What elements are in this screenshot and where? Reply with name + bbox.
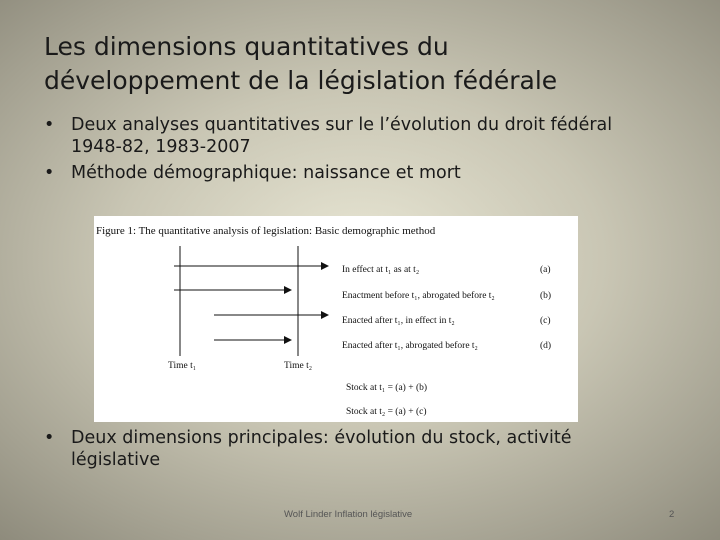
bullet-item [44,427,694,471]
row-code-d: (d) [540,341,552,351]
bullet-symbol: • [44,428,55,448]
bullet-symbol: • [44,163,55,183]
bullet-text-line-1: Méthode démographique: naissance et mort [71,163,461,183]
figure-diagram [94,216,578,422]
time-t1-label: Time t₁ [168,361,197,371]
slide-title [44,30,684,98]
slide-title-line-2: développement de la législation fédérale [44,66,558,95]
row-code-c: (c) [540,316,551,326]
bullet-item [44,114,694,158]
bullet-text-line-2: législative [71,450,161,470]
row-label-a: In effect at t₁ as at t₂ [342,265,420,275]
bullet-list [44,114,694,188]
bullet-text-line-1: Deux analyses quantitatives sur le l’évolution du droit fédéral [71,115,613,135]
bullet-symbol: • [44,115,55,135]
bullet-text-line-2: 1948-82, 1983-2007 [71,137,251,157]
row-code-a: (a) [540,265,551,275]
row-label-c: Enacted after t₁, in effect in t₂ [342,316,455,326]
row-label-b: Enactment before t₁, abrogated before t₂ [342,291,495,301]
row-code-b: (b) [540,291,552,301]
time-t2-label: Time t₂ [284,361,313,371]
stock-t1-formula: Stock at t₁ = (a) + (b) [346,383,428,393]
demographic-method-figure [94,216,578,422]
bullet-text-line-1: Deux dimensions principales: évolution du stock, activité [71,428,572,448]
bullet-item [44,162,694,184]
row-label-d: Enacted after t₁, abrogated before t₂ [342,341,478,351]
stock-t2-formula: Stock at t₂ = (a) + (c) [346,407,427,417]
slide-footer: Wolf Linder Inflation législative [284,509,413,520]
bullet-list-bottom [44,427,694,475]
slide-title-line-1: Les dimensions quantitatives du [44,32,449,61]
figure-caption: Figure 1: The quantitative analysis of legislation: Basic demographic method [96,225,436,237]
page-number: 2 [669,509,675,520]
